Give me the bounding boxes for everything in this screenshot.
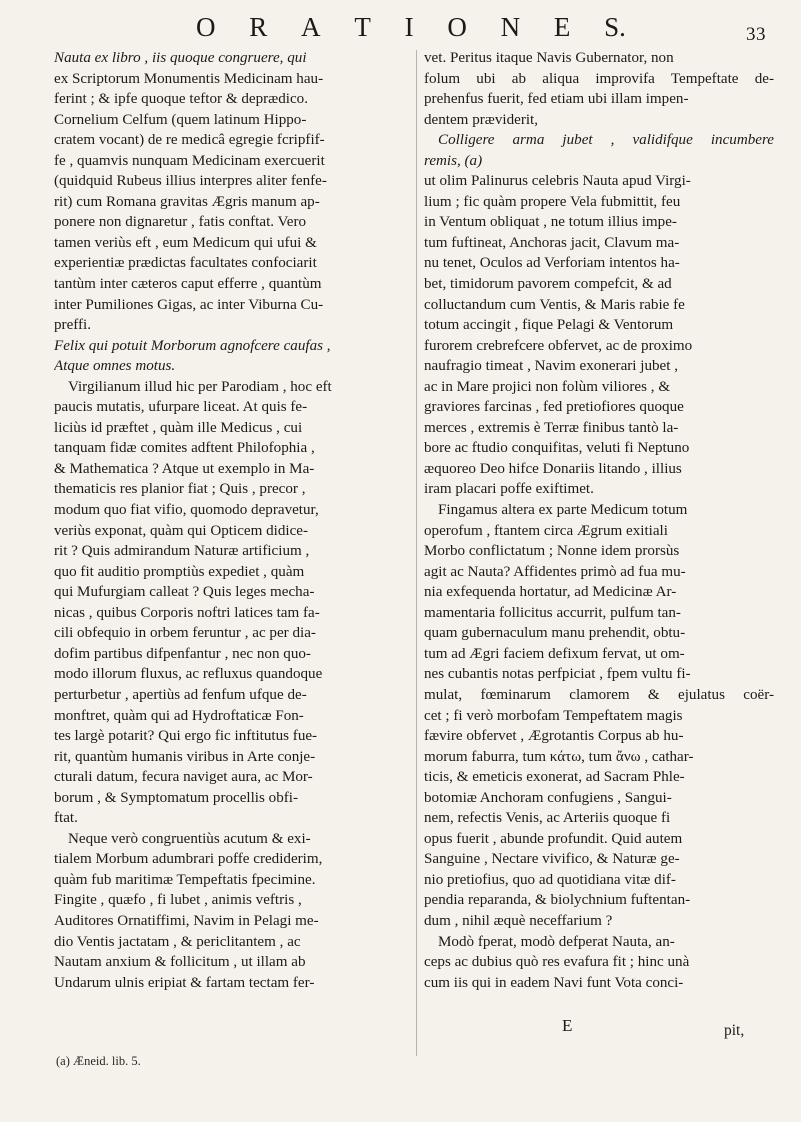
text-line: Fingamus altera ex parte Medicum totum <box>438 502 688 519</box>
text-line: modo illorum fluxus, ac refluxus quandoque <box>54 666 323 683</box>
running-head-letter: T <box>354 12 371 42</box>
running-head-letter: I <box>404 12 414 42</box>
text-line: tanquam fidæ comites adftent Philofophia , <box>54 440 315 457</box>
text-line: veriùs exponat, quàm qui Opticem didice- <box>54 522 309 539</box>
text-line: nia exfequenda hortatur, ad Medicinæ Ar- <box>424 584 677 601</box>
text-line: tamen veriùs eft , eum Medicum qui ufui & <box>54 234 317 251</box>
running-head-letter: N <box>500 12 521 42</box>
text-line: ticis, & emeticis exonerat, ad Sacram Phle- <box>424 769 685 786</box>
text-line: ceps ac dubius quò res evafura fit ; hinc unà <box>424 954 690 971</box>
text-line: totum accingit , fique Pelagi & Ventorum <box>424 317 674 334</box>
text-line: fævire obfervet , Ægrotantis Corpus ab hu- <box>424 728 684 745</box>
text-line: perturbetur , apertiùs ad fenfum ufque de- <box>54 686 307 703</box>
text-line: (quidquid Rubeus illius interpres aliter fenfe- <box>54 173 327 190</box>
text-line: ut olim Palinurus celebris Nauta apud Virgi- <box>424 173 691 190</box>
text-line: ferint ; & ipfe quoque teftor & deprædico. <box>54 91 309 108</box>
text-line: Nautam anxium & follicitum , ut illam ab <box>54 954 306 971</box>
running-head-letter: E <box>553 12 571 42</box>
signature-mark: E <box>562 1016 573 1035</box>
text-line: cum iis qui in eadem Navi funt Vota conci- <box>424 974 684 991</box>
text-line: furorem crebrefcere obfervet, ac de proximo <box>424 337 693 354</box>
text-line: mamentaria follicitus accurrit, pulfum tan- <box>424 604 681 621</box>
text-line: cratem vocant) de re medicâ egregie fcripfif- <box>54 132 325 149</box>
text-line: paucis mutatis, ufurpare liceat. At quis fe- <box>54 399 308 416</box>
text-line: borum , & Symptomatum procellis obfi- <box>54 789 298 806</box>
text-line: merces , extremis è Terræ finibus tantò la- <box>424 419 679 436</box>
text-line: Sanguine , Nectare vivifico, & Naturæ ge- <box>424 851 680 868</box>
text-line: quàm fub maritimæ Tempeftatis fpecimine. <box>54 871 316 888</box>
text-line: inter Pumiliones Gigas, ac inter Viburna Cu- <box>54 296 324 313</box>
text-line: remis, (a) <box>424 152 483 169</box>
running-head-letter: O <box>196 12 216 42</box>
text-line: mulat, fœminarum clamorem & ejulatus coër- <box>424 686 774 703</box>
text-line: botomiæ Anchoram confugiens , Sangui- <box>424 789 672 806</box>
text-line: lium ; fic quàm propere Vela fubmittit, feu <box>424 193 681 210</box>
text-line: nu tenet, Oculos ad Verforiam intentos ha- <box>424 255 680 272</box>
text-line: morum faburra, tum κάτω, tum ἄνω , cathar- <box>424 748 694 765</box>
text-line: Morbo conflictatum ; Nonne idem prorsùs <box>424 543 680 560</box>
text-line: dentem præviderit, <box>424 111 539 128</box>
text-line: Virgilianum illud hic per Parodiam , hoc eft <box>68 378 332 395</box>
text-line: tialem Morbum adumbrari poffe crediderim, <box>54 851 323 868</box>
text-line: tantùm inter cæteros caput efferre , quantùm <box>54 276 322 293</box>
text-line: dum , nihil æquè neceffarium ? <box>424 912 613 929</box>
text-line: quam gubernaculum manu prehendit, obtu- <box>424 625 686 642</box>
text-line: rit ? Quis admirandum Naturæ artificium , <box>54 543 310 560</box>
text-line: Felix qui potuit Morborum agnofcere caufas , <box>54 337 331 354</box>
text-line: Nauta ex libro , iis quoque congruere, qui <box>54 50 307 66</box>
text-line: Undarum ulnis eripiat & fartam tectam fer- <box>54 974 315 991</box>
left-text-column <box>54 48 411 993</box>
running-head-letter: A <box>301 12 321 42</box>
text-line: nes cubantis notas perfpiciat , fpem vultu fi- <box>424 666 691 683</box>
text-line: opus fuerit , abunde profundit. Quid autem <box>424 830 683 847</box>
text-line: Colligere arma jubet , validifque incumbere <box>438 132 774 149</box>
text-line: rit, quantùm humanis viribus in Arte conje- <box>54 748 316 765</box>
running-head-letter: O <box>447 12 467 42</box>
text-line: cturali datum, fecura naviget aura, ac Mor- <box>54 769 313 786</box>
text-line: tum fuftineat, Anchoras jacit, Clavum ma- <box>424 234 680 251</box>
text-line: modum quo fiat vifio, quomodo depravetur, <box>54 502 319 519</box>
text-line: folum ubi ab aliqua improvifa Tempeftate de- <box>424 70 774 87</box>
text-line: fe , quamvis nunquam Medicinam exercuerit <box>54 152 325 169</box>
text-line: Neque verò congruentiùs acutum & exi- <box>68 830 311 847</box>
text-line: bet, timidorum pavorem compefcit, & ad <box>424 276 672 293</box>
text-line: naufragio timeat , Navim exonerari jubet , <box>424 358 678 375</box>
text-line: & Mathematica ? Atque ut exemplo in Ma- <box>54 460 315 477</box>
text-line: rit) cum Romana gravitas Ægris manum ap- <box>54 193 320 210</box>
text-line: Atque omnes motus. <box>54 358 176 375</box>
text-line: thematicis res planior fiat ; Quis , precor , <box>54 481 306 498</box>
text-line: vet. Peritus itaque Navis Gubernator, non <box>424 50 674 66</box>
text-line: preffi. <box>54 317 92 334</box>
text-line: in Ventum obliquat , ne totum illius impe- <box>424 214 677 231</box>
catchword: pit, <box>724 1022 745 1039</box>
text-line: cili obfequio in orbem feruntur , ac per dia- <box>54 625 316 642</box>
text-line: prehenfus fuerit, fed etiam ubi illam impen- <box>424 91 689 108</box>
right-text-column <box>424 48 774 993</box>
text-line: monftret, quàm qui ad Hydroftaticæ Fon- <box>54 707 304 724</box>
text-line: nem, refectis Venis, ac Arteriis quoque fi <box>424 810 671 827</box>
column-divider <box>416 50 417 1056</box>
footnote: (a) Æneid. lib. 5. <box>56 1054 141 1068</box>
text-line: nicas , quibus Corporis noftri latices tam fa- <box>54 604 320 621</box>
text-line: Cornelium Celfum (quem latinum Hippo- <box>54 111 307 128</box>
text-line: tes largè potarit? Qui ergo fic inftitutus fue- <box>54 728 318 745</box>
running-head-letter: R <box>249 12 268 42</box>
text-line: pendia reparanda, & biolychnium fuftentan- <box>424 892 691 909</box>
text-line: Modò fperat, modò defperat Nauta, an- <box>438 933 675 950</box>
page-number: 33 <box>746 24 766 45</box>
text-line: qui Mufurgiam calleat ? Quis leges mecha- <box>54 584 315 601</box>
running-head-letter: S. <box>604 12 626 42</box>
text-line: experientiæ prædictas facultates confociarit <box>54 255 317 272</box>
text-line: ac in Mare projici non folùm viliores , & <box>424 378 671 395</box>
text-line: agit ac Nauta? Affidentes primò ad fua mu- <box>424 563 686 580</box>
text-line: graviores farcinas , fed pretiofiores quoque <box>424 399 684 416</box>
text-line: dio Ventis jactatam , & periclitantem , ac <box>54 933 301 950</box>
text-line: dofim partibus difpenfantur , nec non quo- <box>54 645 311 662</box>
text-line: iram placari poffe exiftimet. <box>424 481 594 498</box>
text-line: colluctandum cum Ventis, & Maris rabie fe <box>424 296 685 313</box>
text-line: æquoreo Deo hifce Donariis litando , illius <box>424 460 682 477</box>
text-line: quo fit auditio promptiùs expediet , quàm <box>54 563 305 580</box>
text-line: Auditores Ornatiffimi, Navim in Pelagi me- <box>54 912 319 929</box>
running-head <box>196 12 626 43</box>
text-line: operofum , ftantem circa Ægrum exitiali <box>424 522 668 539</box>
text-line: ex Scriptorum Monumentis Medicinam hau- <box>54 70 324 87</box>
text-line: cet ; fi verò morbofam Tempeftatem magis <box>424 707 683 724</box>
text-line: liciùs id præftet , quàm ille Medicus , cui <box>54 419 303 436</box>
text-line: nio pretiofius, quo ad quotidiana vitæ dif- <box>424 871 676 888</box>
text-line: tum ad Ægri faciem defixum fervat, ut om- <box>424 645 685 662</box>
text-line: ponere non dignaretur , fatis conftat. Vero <box>54 214 307 231</box>
text-line: ftat. <box>54 810 78 827</box>
text-line: bore ac ftudio conquifitas, veluti fi Neptuno <box>424 440 690 457</box>
text-line: Fingite , quæfo , fi lubet , animis veftris , <box>54 892 302 909</box>
